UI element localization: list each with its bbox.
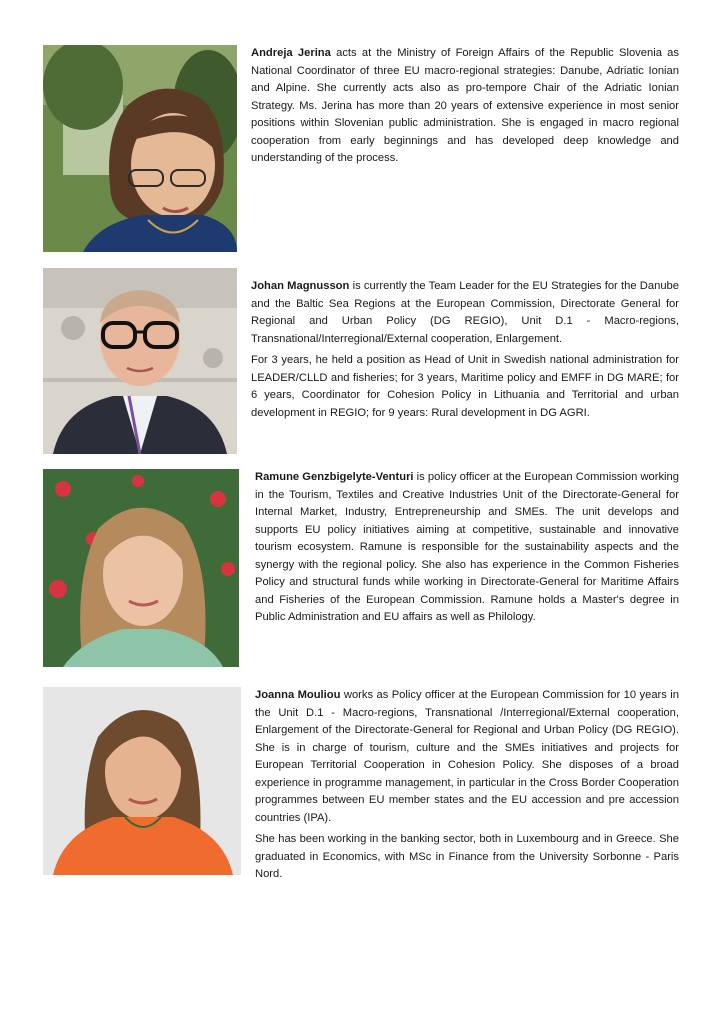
portrait-photo (43, 45, 237, 252)
bio-paragraph: acts at the Ministry of Foreign Affairs of the Republic Slovenia as National Coordinator of three EU macro-regional strategies: Danube, Adriatic Ionian and Alpine. She currently acts also as pro-tempore Chair of the Adriatic Ionian Strategy. Ms. Jerina has more than 20 years of extensive experience in most senior positions within Slovenian public administration. She is engaged in macro regional cooperation from early beginnings and has developed deep knowledge and understanding of the process. (251, 47, 679, 164)
person-name: Ramune Genzbigelyte-Venturi (255, 471, 414, 483)
portrait-photo (43, 687, 241, 875)
bio-text (255, 687, 679, 888)
bio-paragraph: works as Policy officer at the European Commission for 10 years in the Unit D.1 - Macro-regions, Transnational /Interregional/External cooperation, Enlargement of the Directorate-General for Regional and Urban Policy (DG REGIO). She is in charge of tourism, culture and the SMEs initiatives and projects for European Territorial Cooperation in Cohesion Policy. She disposes of a broad experience in programme management, in particular in the Cross Border Cooperation programmes between EU member states and the EU accession and pre accession countries (IPA). (255, 689, 679, 824)
bio-text (251, 278, 679, 426)
bio-paragraph: is currently the Team Leader for the EU Strategies for the Danube and the Baltic Sea Regions at the European Commission, Directorate General for Regional and Urban Policy (DG REGIO), Unit D.1 - Macro-regions, Transnational/Interregional/External cooperation, Enlargement. (251, 280, 679, 345)
person-name: Joanna Mouliou (255, 689, 341, 701)
portrait-photo (43, 469, 239, 667)
portrait-photo (43, 268, 237, 454)
bio-paragraph: She has been working in the banking sector, both in Luxembourg and in Greece. She graduated in Economics, with MSc in Finance from the University Sorbonne - Paris Nord. (255, 833, 679, 880)
bio-paragraph: For 3 years, he held a position as Head of Unit in Swedish national administration for LEADER/CLLD and fisheries; for 3 years, Maritime policy and EMFF in DG MARE; for 6 years, Coordinator for Cohesion Policy in Lithuania and Territorial and urban development in REGIO; for 9 years: Rural development in DG AGRI. (251, 354, 679, 419)
bio-andreja-jerina (43, 45, 679, 252)
person-name: Johan Magnusson (251, 280, 350, 292)
bio-paragraph: is policy officer at the European Commission working in the Tourism, Textiles and Creative Industries Unit of the Directorate-General for Internal Market, Industry, Entrepreneurship and SMEs. The unit develops and supports EU policy initiatives aiming at competitive, sustainable and innovative tourism ecosystem. Ramune is responsible for the sustainability aspects and the synergy with the regional policy. She also has experience in the Common Fisheries Policy and structural funds while working in Directorate-General for Maritime Affairs and Fisheries of the European Commission. Ramune holds a Master's degree in Public Administration and EU affairs as well as Philology. (255, 471, 679, 623)
bio-joanna-mouliou (43, 687, 679, 880)
bio-text (255, 469, 679, 631)
person-name: Andreja Jerina (251, 47, 331, 59)
bio-ramune-genzbigelyte-venturi (43, 469, 679, 667)
bio-johan-magnusson (43, 268, 679, 454)
bio-text (251, 45, 679, 172)
